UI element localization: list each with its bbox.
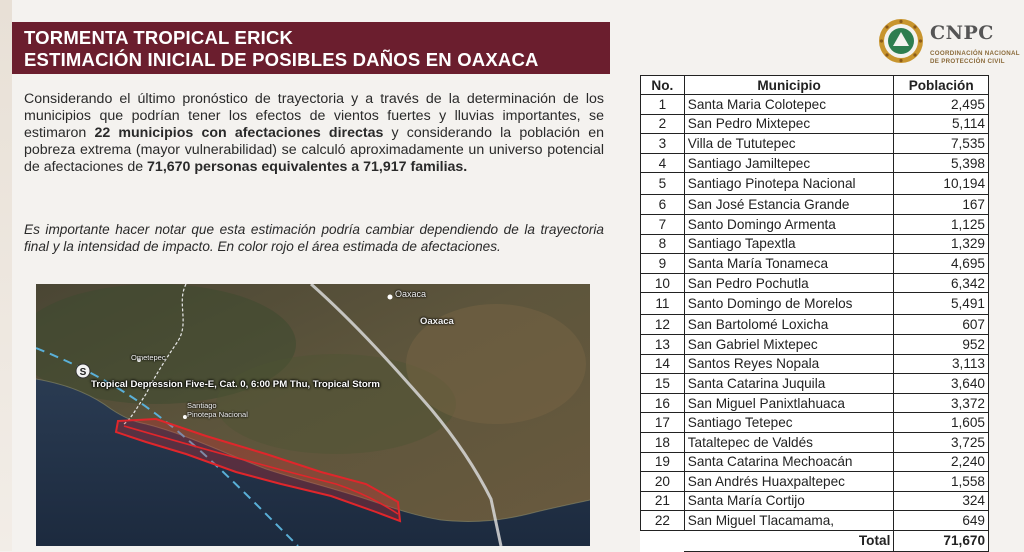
cell-no: 8 — [641, 234, 685, 254]
table-row — [641, 354, 989, 374]
cnpc-logo — [878, 16, 1018, 70]
cell-poblacion: 6,342 — [894, 273, 989, 293]
cell-poblacion: 1,558 — [894, 472, 989, 492]
cell-no: 13 — [641, 334, 685, 354]
table-row — [641, 293, 989, 315]
table-row — [641, 234, 989, 254]
table-row — [641, 472, 989, 492]
table-row — [641, 153, 989, 173]
cell-poblacion: 5,491 — [894, 293, 989, 315]
map-label-oaxaca-city: Oaxaca — [395, 289, 427, 299]
total-value: 71,670 — [894, 530, 989, 551]
impact-map — [36, 284, 590, 546]
page-title: TORMENTA TROPICAL ERICK — [24, 27, 294, 48]
cell-no: 1 — [641, 95, 685, 115]
cell-no: 7 — [641, 214, 685, 234]
cell-poblacion: 3,113 — [894, 354, 989, 374]
cell-poblacion: 3,640 — [894, 374, 989, 394]
cell-poblacion: 4,695 — [894, 254, 989, 274]
table-body — [641, 95, 989, 552]
table-row — [641, 273, 989, 293]
cell-no: 9 — [641, 254, 685, 274]
summary-population-highlight: 71,670 personas equivalentes a 71,917 familias. — [147, 159, 468, 175]
table-row — [641, 214, 989, 234]
table-row — [641, 134, 989, 154]
table-row — [641, 315, 989, 335]
cell-no: 2 — [641, 114, 685, 134]
cell-municipio: Santa María Tonameca — [684, 254, 894, 274]
city-dot-icon — [388, 295, 393, 300]
map-canvas — [36, 284, 590, 546]
cell-no: 22 — [641, 511, 685, 531]
cell-poblacion: 3,372 — [894, 393, 989, 413]
logo-name: CNPC — [930, 22, 994, 44]
map-label-pinotepa: Pinotepa Nacional — [187, 410, 248, 419]
page-subtitle: ESTIMACIÓN INICIAL DE POSIBLES DAÑOS EN OAXACA — [24, 49, 539, 70]
table-row — [641, 254, 989, 274]
cell-municipio: San Pedro Mixtepec — [684, 114, 894, 134]
table-row — [641, 95, 989, 115]
cell-municipio: Tataltepec de Valdés — [684, 432, 894, 452]
total-spacer — [641, 530, 685, 551]
cell-municipio: Santiago Pinotepa Nacional — [684, 173, 894, 195]
cell-municipio: San Gabriel Mixtepec — [684, 334, 894, 354]
total-label: Total — [684, 530, 894, 551]
table-row — [641, 334, 989, 354]
title-band — [12, 22, 610, 74]
cell-no: 11 — [641, 293, 685, 315]
table-row — [641, 195, 989, 215]
cell-no: 17 — [641, 413, 685, 433]
cell-poblacion: 2,495 — [894, 95, 989, 115]
table-header-row — [641, 76, 989, 95]
cnpc-seal-icon — [878, 18, 924, 64]
cell-no: 15 — [641, 374, 685, 394]
summary-municipios-highlight: 22 municipios con afectaciones directas — [94, 125, 384, 141]
cell-no: 21 — [641, 491, 685, 511]
table-row — [641, 374, 989, 394]
cell-municipio: San Pedro Pochutla — [684, 273, 894, 293]
cell-municipio: San Miguel Panixtlahuaca — [684, 393, 894, 413]
cell-no: 12 — [641, 315, 685, 335]
cell-municipio: Santa Maria Colotepec — [684, 95, 894, 115]
logo-subtitle-1: COORDINACIÓN NACIONAL — [930, 50, 1020, 57]
table-row — [641, 173, 989, 195]
cell-no: 6 — [641, 195, 685, 215]
cell-municipio: Santiago Jamiltepec — [684, 153, 894, 173]
municipios-table — [640, 75, 989, 552]
storm-marker-letter: S — [79, 367, 87, 378]
cell-municipio: Santiago Tapextla — [684, 234, 894, 254]
table-total-row — [641, 530, 989, 551]
cell-no: 10 — [641, 273, 685, 293]
map-label-ometepec: Ometepec — [131, 353, 166, 362]
disclaimer-note: Es importante hacer notar que esta estimación podría cambiar dependiendo de la trayectoria final y la intensidad de impacto. En color rojo el área estimada de afectaciones. — [24, 222, 604, 254]
summary-text-1: Considerando el último pronóstico de trayectoria y a través de la determinación de los municipios que podrían tener los efectos de vientos fuertes y lluvias importantes, se estimaron — [24, 91, 604, 141]
cell-municipio: Santa María Cortijo — [684, 491, 894, 511]
cell-municipio: Santa Catarina Mechoacán — [684, 452, 894, 472]
storm-label: Tropical Depression Five-E, Cat. 0, 6:00 PM Thu, Tropical Storm — [91, 379, 380, 390]
cell-poblacion: 167 — [894, 195, 989, 215]
cell-poblacion: 7,535 — [894, 134, 989, 154]
cell-municipio: San José Estancia Grande — [684, 195, 894, 215]
cell-municipio: Santo Domingo Armenta — [684, 214, 894, 234]
cell-no: 4 — [641, 153, 685, 173]
cell-municipio: Santo Domingo de Morelos — [684, 293, 894, 315]
cell-municipio: Villa de Tututepec — [684, 134, 894, 154]
cell-no: 18 — [641, 432, 685, 452]
map-label-oaxaca-state: Oaxaca — [420, 316, 454, 327]
header-no: No. — [641, 76, 685, 95]
cell-poblacion: 607 — [894, 315, 989, 335]
cell-poblacion: 5,398 — [894, 153, 989, 173]
cell-poblacion: 1,329 — [894, 234, 989, 254]
cell-poblacion: 10,194 — [894, 173, 989, 195]
cell-municipio: San Andrés Huaxpaltepec — [684, 472, 894, 492]
cell-poblacion: 5,114 — [894, 114, 989, 134]
cell-poblacion: 952 — [894, 334, 989, 354]
logo-subtitle-2: DE PROTECCIÓN CIVIL — [930, 58, 1005, 65]
header-municipio: Municipio — [684, 76, 894, 95]
cell-municipio: San Bartolomé Loxicha — [684, 315, 894, 335]
table-row — [641, 114, 989, 134]
decorative-corner — [0, 0, 12, 551]
table-row — [641, 413, 989, 433]
cell-municipio: Santiago Tetepec — [684, 413, 894, 433]
cell-poblacion: 3,725 — [894, 432, 989, 452]
cell-no: 16 — [641, 393, 685, 413]
cell-no: 19 — [641, 452, 685, 472]
cell-no: 20 — [641, 472, 685, 492]
cell-poblacion: 1,125 — [894, 214, 989, 234]
header-poblacion: Población — [894, 76, 989, 95]
table-row — [641, 511, 989, 531]
table-row — [641, 393, 989, 413]
summary-text-2: y considerando la población en pobreza extrema (mayor vulnerabilidad) se calculó aproximadamente un universo potencial de afectaciones de — [24, 125, 604, 175]
cell-poblacion: 324 — [894, 491, 989, 511]
cell-municipio: San Miguel Tlacamama, — [684, 511, 894, 531]
cell-municipio: Santa Catarina Juquila — [684, 374, 894, 394]
cell-poblacion: 1,605 — [894, 413, 989, 433]
summary-paragraph — [24, 91, 604, 176]
cell-no: 3 — [641, 134, 685, 154]
table-row — [641, 491, 989, 511]
map-label-santiago: Santiago — [187, 401, 217, 410]
cell-municipio: Santos Reyes Nopala — [684, 354, 894, 374]
cell-no: 14 — [641, 354, 685, 374]
table-row — [641, 432, 989, 452]
cell-no: 5 — [641, 173, 685, 195]
table-row — [641, 452, 989, 472]
cell-poblacion: 649 — [894, 511, 989, 531]
cell-poblacion: 2,240 — [894, 452, 989, 472]
